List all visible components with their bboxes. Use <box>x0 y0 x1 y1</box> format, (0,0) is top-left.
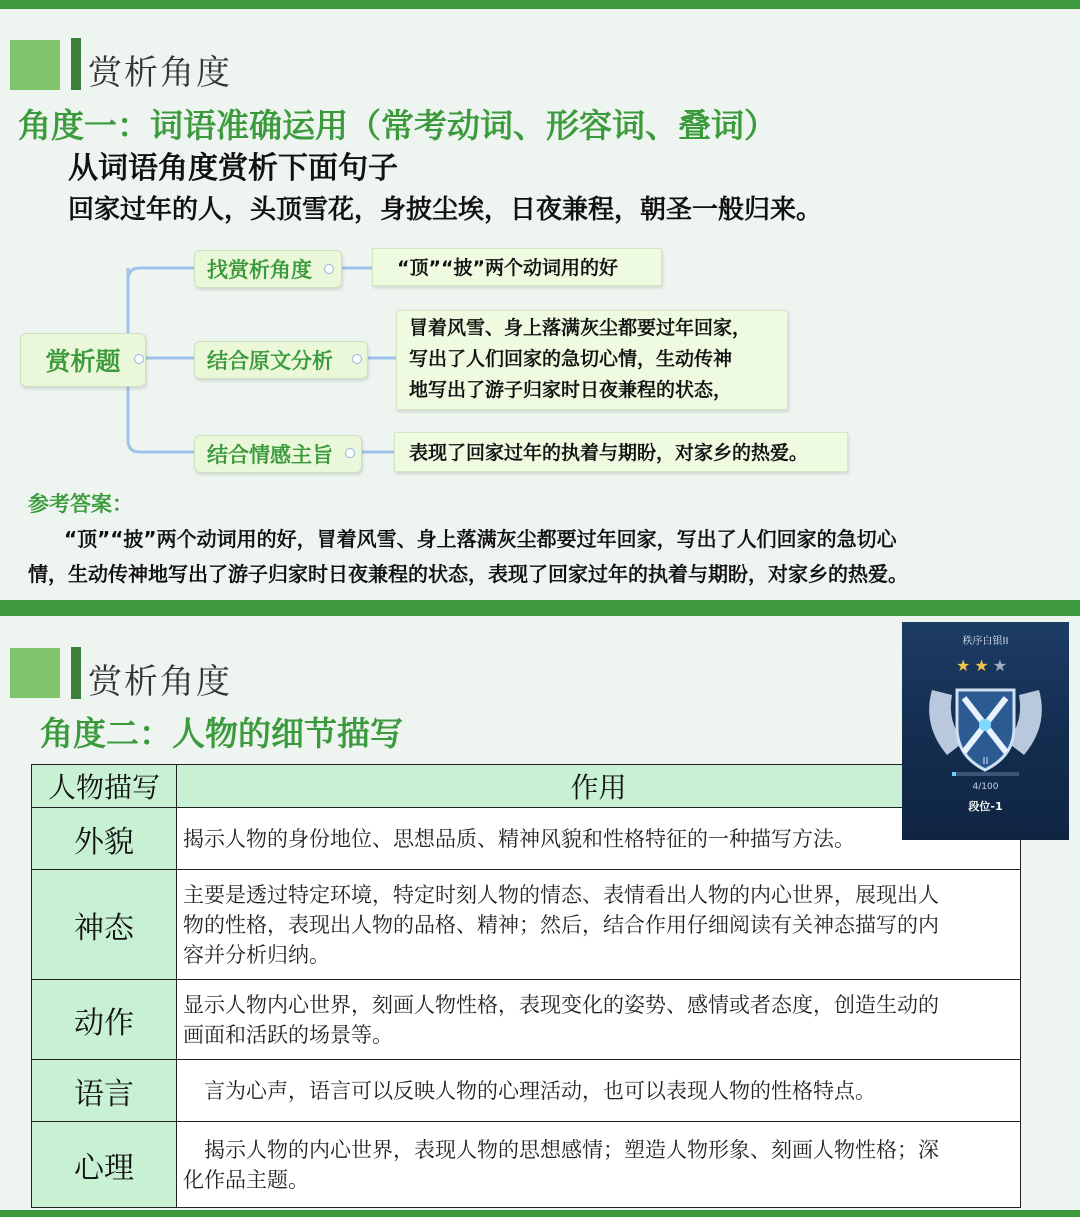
detail-line: 地写出了游子归家时日夜兼程的状态， <box>409 379 733 401</box>
row-value <box>177 870 1021 980</box>
branch-collapse-icon <box>345 448 355 458</box>
bottom-divider <box>0 1210 1080 1217</box>
mindmap-connectors <box>0 0 1080 600</box>
branch-find-angle <box>194 250 342 288</box>
progress-text: 4/100 <box>972 782 999 792</box>
title-square-icon <box>10 648 60 698</box>
branch-label: 结合原文分析 <box>207 349 333 373</box>
description-table <box>31 764 1021 1208</box>
detail-box-3 <box>394 432 848 472</box>
middle-divider <box>0 600 1080 616</box>
row-line: 主要是透过特定环境，特定时刻人物的情态、表情看出人物的内心世界，展现出人 <box>183 882 939 907</box>
rank-level: II <box>982 756 989 767</box>
row-key: 语言 <box>32 1060 177 1122</box>
detail-text: 表现了回家过年的执着与期盼，对家乡的热爱。 <box>409 442 809 464</box>
table-row <box>32 1060 1021 1122</box>
sentence: 回家过年的人，头顶雪花，身披尘埃，日夜兼程，朝圣一般归来。 <box>68 195 823 225</box>
detail-box-1 <box>372 248 662 286</box>
header-cell: 人物描写 <box>32 765 177 808</box>
mindmap-root-label: 赏析题 <box>45 347 121 376</box>
row-line: 揭示人物的内心世界，表现人物的思想感情；塑造人物形象、刻画人物性格；深 <box>183 1137 939 1162</box>
detail-line: 冒着风雪、身上落满灰尘都要过年回家， <box>409 317 752 339</box>
branch-analysis <box>194 341 368 379</box>
row-line: 化作品主题。 <box>183 1167 309 1192</box>
segment-label: 段位-1 <box>968 800 1003 813</box>
row-value <box>177 980 1021 1060</box>
mindmap-root <box>20 333 146 387</box>
row-line: 容并分析归纳。 <box>183 942 330 967</box>
answer-line-2: 情，生动传神地写出了游子归家时日夜兼程的状态，表现了回家过年的执着与期盼，对家乡的热爱。 <box>28 562 908 586</box>
angle-1-heading: 角度一：词语准确运用（常考动词、形容词、叠词） <box>18 106 777 145</box>
rank-name: 秩序白银II <box>962 636 1009 647</box>
row-value <box>177 1060 1021 1122</box>
section-2-title: 赏析角度 <box>88 662 232 702</box>
root-collapse-icon <box>134 354 144 364</box>
rank-badge <box>902 622 1069 840</box>
detail-text: “顶”“披”两个动词用的好 <box>397 257 618 279</box>
row-key: 神态 <box>32 870 177 980</box>
detail-box-2 <box>396 310 788 410</box>
row-line: 画面和活跃的场景等。 <box>183 1022 393 1047</box>
star-empty-icon: ★ <box>992 656 1012 675</box>
branch-label: 结合情感主旨 <box>207 443 333 467</box>
row-value <box>177 1122 1021 1208</box>
answer-label: 参考答案： <box>28 492 133 516</box>
angle-2-heading: 角度二：人物的细节描写 <box>40 714 403 753</box>
row-line: 揭示人物的身份地位、思想品质、精神风貌和性格特征的一种描写方法。 <box>183 826 855 851</box>
star-filled-icon: ★ <box>974 656 993 675</box>
table-row <box>32 1122 1021 1208</box>
prompt-subtitle: 从词语角度赏析下面句子 <box>68 151 398 186</box>
branch-emotion <box>194 435 362 473</box>
row-line: 显示人物内心世界，刻画人物性格，表现变化的姿势、感情或者态度，创造生动的 <box>183 992 939 1017</box>
answer-line-1: “顶”“披”两个动词用的好，冒着风雪、身上落满灰尘都要过年回家，写出了人们回家的急切心 <box>64 527 897 551</box>
star-filled-icon: ★ <box>956 656 975 675</box>
section-1-title: 赏析角度 <box>88 53 232 93</box>
table-row <box>32 870 1021 980</box>
table-row <box>32 980 1021 1060</box>
title-bar-icon <box>71 647 81 699</box>
row-line: 言为心声，语言可以反映人物的心理活动，也可以表现人物的性格特点。 <box>183 1078 876 1103</box>
progress-fill <box>952 772 956 776</box>
branch-collapse-icon <box>324 264 334 274</box>
row-line: 物的性格，表现出人物的品格、精神；然后，结合作用仔细阅读有关神态描写的内 <box>183 912 939 937</box>
progress-track <box>952 772 1019 776</box>
branch-label: 找赏析角度 <box>207 258 312 282</box>
table-row <box>32 808 1021 870</box>
table-header-row <box>32 765 1021 808</box>
branch-collapse-icon <box>352 354 362 364</box>
row-key: 心理 <box>32 1122 177 1208</box>
header-cell: 作用 <box>177 765 1021 808</box>
row-value <box>177 808 1021 870</box>
row-key: 外貌 <box>32 808 177 870</box>
detail-line: 写出了人们回家的急切心情，生动传神 <box>409 348 733 370</box>
row-key: 动作 <box>32 980 177 1060</box>
